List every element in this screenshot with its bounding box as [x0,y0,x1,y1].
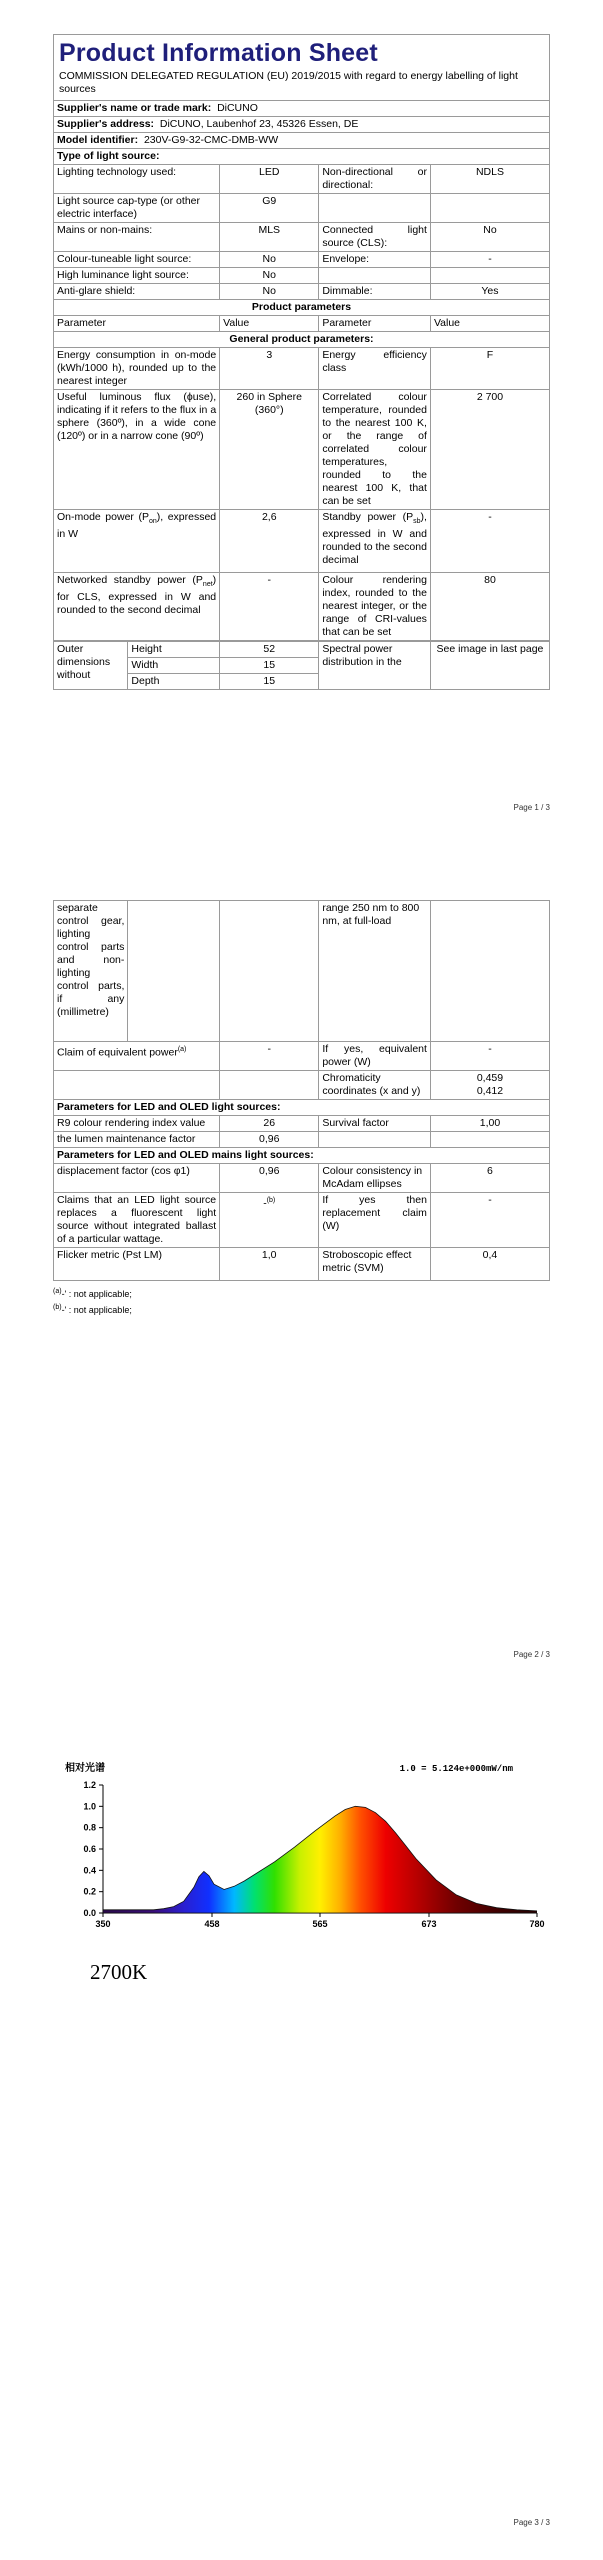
outer-dimensions-label: Outer dimensions without [54,642,128,690]
spectral-label: Spectral power distribution in the [319,642,431,690]
mains-row-value-2: 6 [430,1164,549,1193]
y-tick-label: 1.2 [83,1780,96,1790]
type-row-label: Lighting technology used: [54,165,220,194]
mains-row [54,1164,550,1193]
led-heading-row [54,1100,550,1116]
empty-cell [220,1071,319,1100]
type-row [54,268,550,284]
page-1 [0,0,603,900]
type-row [54,194,550,223]
product-sheet-page-2 [53,900,550,1317]
mains-heading-row [54,1148,550,1164]
type-row-value: G9 [220,194,319,223]
general-row [54,348,550,390]
type-row-value: LED [220,165,319,194]
dimension-name: Depth [128,674,220,690]
led-row [54,1116,550,1132]
general-parameters-heading: General product parameters: [54,332,550,348]
general-row-label: Useful luminous flux (ϕuse), indicating if it refers to the flux in a sphere (360º), in a wide cone (120º) or in a narrow cone (90º) [54,390,220,510]
standby-power-value: - [430,510,549,573]
type-row [54,252,550,268]
spectral-power-distribution-chart [53,1760,550,1940]
type-row [54,165,550,194]
y-tick-label: 0.2 [83,1886,96,1897]
dimension-name: Width [128,658,220,674]
type-row-label: Light source cap-type (or other electric interface) [54,194,220,223]
claim-equivalent-text: Claim of equivalent power [57,1046,178,1059]
networked-standby-row [54,573,550,641]
general-row-label-2: Correlated colour temperature, rounded to the nearest 100 K, or the range of correlated colour temperatures, rounded to the nearest 100 K, that can be set [319,390,431,510]
product-parameters-heading: Product parameters [54,300,550,316]
type-row-value-2: No [430,223,549,252]
mains-row-value-2: 0,4 [430,1248,549,1281]
x-tick-label: 458 [204,1919,220,1929]
model-label: Model identifier: [57,134,139,146]
mains-row-label: Flicker metric (Pst LM) [54,1248,220,1281]
type-row-value: No [220,284,319,300]
mains-row-label: displacement factor (cos φ1) [54,1164,220,1193]
type-row-value-2: - [430,252,549,268]
supplier-address-row [54,117,550,133]
type-heading-row [54,149,550,165]
col-parameter-2: Parameter [319,316,431,332]
outer-dimensions-label-continued: separate control gear, lighting control parts and non-lighting control parts, if any (millimetre) [54,901,128,1042]
on-mode-sub: on [148,518,157,526]
claim-equivalent-label [54,1042,220,1071]
chromaticity-label: Chromaticity coordinates (x and y) [319,1071,431,1100]
replacement-claim-value: - [263,1197,267,1210]
type-row-value: No [220,268,319,284]
outer-dimensions-continued-row [54,901,550,1042]
chromaticity-y: 0,412 [476,1085,504,1097]
footnote-mark: (b) [53,1304,62,1311]
footnotes [53,1285,550,1317]
footnote-b [53,1301,550,1317]
mains-row-value: 0,96 [220,1164,319,1193]
type-row [54,284,550,300]
supplier-name-row [54,101,550,117]
claim-equivalent-row [54,1042,550,1071]
x-tick-label: 673 [421,1919,437,1929]
chart-annotation: 1.0 = 5.124e+000mW/nm [399,1764,513,1774]
footnote-b-ref: (b) [266,1197,276,1204]
type-row-label-2: Dimmable: [319,284,431,300]
y-tick-label: 1.0 [83,1801,96,1812]
document-title: Product Information Sheet [59,39,378,67]
type-row-value: MLS [220,223,319,252]
x-tick-label: 565 [312,1919,328,1929]
type-row-label-2: Envelope: [319,252,431,268]
supplier-address-value: DiCUNO, Laubenhof 23, 45326 Essen, DE [159,118,359,130]
mains-row [54,1248,550,1281]
type-row-value: No [220,252,319,268]
equivalent-power-value: - [430,1042,549,1071]
general-row [54,390,550,510]
standby-power-label [319,510,431,573]
type-row [54,223,550,252]
page-2 [0,900,603,1680]
general-row-value-2: F [430,348,549,390]
networked-standby-value: - [220,573,319,641]
standby-label-tail: ), expressed in W and rounded to the second decimal [322,511,427,567]
cri-value: 80 [430,573,549,641]
supplier-name-label: Supplier's name or trade mark: [57,102,212,114]
dimension-value: 15 [220,674,319,690]
type-row-label-2 [319,194,431,223]
mains-row-label-2: Colour consistency in McAdam ellipses [319,1164,431,1193]
dimension-value: 15 [220,658,319,674]
col-value-2: Value [430,316,549,332]
column-header-row [54,316,550,332]
led-row-label: the lumen maintenance factor [54,1132,220,1148]
type-row-value-2 [430,268,549,284]
page-number: Page 3 / 3 [513,2518,550,2527]
general-row-label-2: Energy efficiency class [319,348,431,390]
standby-label-text: Standby power (P [322,511,414,523]
dimension-name: Height [128,642,220,658]
led-row-label-2: Survival factor [319,1116,431,1132]
info-table-page-1 [53,100,550,641]
y-tick-label: 0.0 [83,1908,96,1918]
mains-row-value: 1,0 [220,1248,319,1281]
model-row [54,133,550,149]
type-row-label-2: Connected light source (CLS): [319,223,431,252]
y-tick-label: 0.6 [83,1844,96,1854]
on-mode-power-value: 2,6 [220,510,319,573]
cct-caption: 2700K [90,1960,148,1984]
on-mode-power-label [54,510,220,573]
networked-label-tail: ) for CLS, expressed in W and rounded to the second decimal [57,574,217,617]
empty-cell [128,901,220,1042]
on-mode-power-row [54,510,550,573]
model-value: 230V-G9-32-CMC-DMB-WW [143,134,279,146]
x-tick-label: 350 [95,1919,111,1929]
spectrum-area [103,1806,537,1913]
y-tick-label: 0.8 [83,1822,96,1833]
led-row-label-2 [319,1132,431,1148]
type-row-value-2: Yes [430,284,549,300]
led-row-value: 26 [220,1116,319,1132]
col-value: Value [220,316,319,332]
type-heading: Type of light source: [54,149,550,165]
general-parameters-heading-row [54,332,550,348]
footnote-mark: (a) [53,1288,62,1295]
dimension-value: 52 [220,642,319,658]
general-row-value: 260 in Sphere (360°) [220,390,319,510]
led-row [54,1132,550,1148]
product-parameters-heading-row [54,300,550,316]
type-row-label: High luminance light source: [54,268,220,284]
page-number: Page 1 / 3 [513,803,550,812]
type-row-label: Anti-glare shield: [54,284,220,300]
type-row-value-2: NDLS [430,165,549,194]
footnote-a [53,1285,550,1301]
page-3 [0,1680,603,2560]
led-row-value: 0,96 [220,1132,319,1148]
type-row-label-2 [319,268,431,284]
led-row-value-2: 1,00 [430,1116,549,1132]
networked-standby-label [54,573,220,641]
empty-cell [54,1071,220,1100]
supplier-name-value: DiCUNO [217,102,258,114]
dimension-row-height [54,642,550,658]
outer-dimensions-table-page-1 [53,641,550,690]
on-mode-label-text: On-mode power (P [57,511,149,523]
chromaticity-values [430,1071,549,1100]
cri-label: Colour rendering index, rounded to the nearest integer, or the range of CRI-values that can be set [319,573,431,641]
mains-row-label: Claims that an LED light source replaces a fluorescent light source without integrated ballast of a particular wattage. [54,1193,220,1248]
empty-cell [220,901,319,1042]
mains-row-label-2: If yes then replacement claim (W) [319,1193,431,1248]
mains-row-value-2: - [430,1193,549,1248]
footnote-text: -' : not applicable; [61,1305,132,1315]
claim-equivalent-value: - [220,1042,319,1071]
y-tick-label: 0.4 [83,1865,96,1876]
general-row-value-2: 2 700 [430,390,549,510]
regulation-subtitle: COMMISSION DELEGATED REGULATION (EU) 2019/2015 with regard to energy labelling of light sources [59,70,518,95]
led-parameters-heading: Parameters for LED and OLED light sources: [54,1100,550,1116]
mains-row-value [220,1193,319,1248]
footnote-a-ref: (a) [177,1046,187,1053]
standby-sub: sb [413,518,421,526]
mains-row [54,1193,550,1248]
chart-title: 相对光谱 [65,1763,105,1774]
led-row-value-2 [430,1132,549,1148]
general-row-value: 3 [220,348,319,390]
col-parameter: Parameter [54,316,220,332]
type-row-label-2: Non-directional or directional: [319,165,431,194]
empty-cell [430,901,549,1042]
footnote-text: -' : not applicable; [61,1289,132,1299]
general-row-label: Energy consumption in on-mode (kWh/1000 h), rounded up to the nearest integer [54,348,220,390]
page-number: Page 2 / 3 [513,1650,550,1659]
mains-row-label-2: Stroboscopic effect metric (SVM) [319,1248,431,1281]
chromaticity-row [54,1071,550,1100]
info-table-page-2 [53,900,550,1281]
led-row-label: R9 colour rendering index value [54,1116,220,1132]
type-row-label: Colour-tuneable light source: [54,252,220,268]
equivalent-power-label: If yes, equivalent power (W) [319,1042,431,1071]
networked-label-text: Networked standby power (P [57,574,203,586]
spectral-label-continued: range 250 nm to 800 nm, at full-load [319,901,431,1042]
x-tick-label: 780 [529,1919,545,1929]
supplier-address-label: Supplier's address: [57,118,155,130]
title-box [53,34,550,100]
type-row-value-2 [430,194,549,223]
chromaticity-x: 0,459 [476,1072,504,1084]
product-sheet-page-1 [53,34,550,690]
type-row-label: Mains or non-mains: [54,223,220,252]
mains-parameters-heading: Parameters for LED and OLED mains light sources: [54,1148,550,1164]
on-mode-label-tail: ), expressed in W [57,511,217,541]
networked-sub: net [202,581,213,589]
spectral-value: See image in last page [430,642,549,690]
